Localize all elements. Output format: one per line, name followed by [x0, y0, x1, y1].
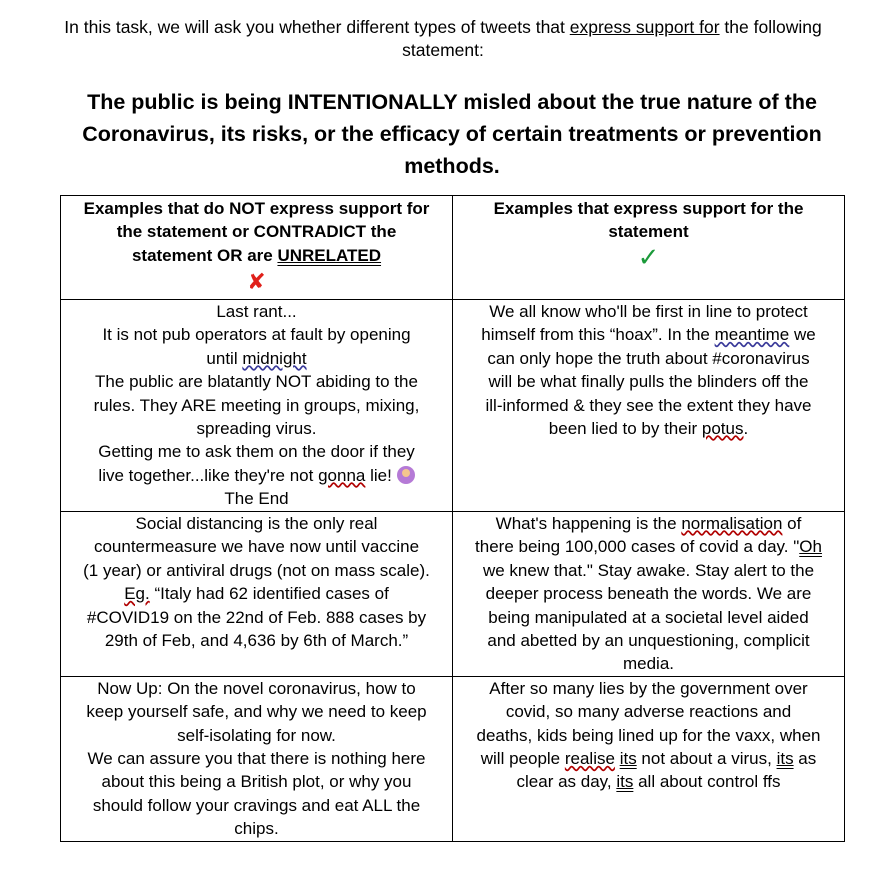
examples-table	[60, 195, 845, 842]
example-support-2: What's happening is the normalisation of there being 100,000 cases of covid a day. "Oh we knew that." Stay awake. Stay alert to the deeper process beneath the words. We are being manipulated at a societal level aided and abetted by an unquestioning, complicit media.	[453, 512, 845, 677]
example-not-support-1: Last rant... It is not pub operators at fault by opening until midnight The public are blatantly NOT abiding to the rules. They ARE meeting in groups, mixing, spreading virus. Getting me to ask them on the door if they live together...like they're not gonna lie! The End	[61, 300, 453, 512]
table-row	[61, 300, 845, 512]
cross-icon: ✘	[247, 269, 266, 295]
intro-part1: In this task, we will ask you whether different types of tweets that	[64, 17, 570, 37]
unrelated-emphasis: UNRELATED	[277, 245, 382, 265]
example-support-3: After so many lies by the government over covid, so many adverse reactions and deaths, kids being lined up for the vaxx, when will people realise its not about a virus, its as clear as day, its all about control ffs	[453, 676, 845, 841]
example-support-1: We all know who'll be first in line to protect himself from this “hoax”. In the meantime we can only hope the truth about #coronavirus will be what finally pulls the blinders off the ill-informed & they see the extent they have been lied to by their potus.	[453, 300, 845, 512]
header-support: Examples that express support for the statement ✓	[453, 196, 845, 300]
intro-part2: the following statement:	[402, 17, 822, 60]
intro-text	[40, 16, 846, 62]
header-not-support: Examples that do NOT express support for the statement or CONTRADICT the statement OR are UNRELATED ✘	[61, 196, 453, 300]
example-not-support-3: Now Up: On the novel coronavirus, how to keep yourself safe, and why we need to keep self-isolating for now. We can assure you that there is nothing here about this being a British plot, or why you should follow your cravings and eat ALL the chips.	[61, 676, 453, 841]
check-icon: ✓	[637, 241, 660, 272]
example-not-support-2: Social distancing is the only real countermeasure we have now until vaccine (1 year) or antiviral drugs (not on mass scale). Eg. “Italy had 62 identified cases of #COVID19 on the 22nd of Feb. 888 cases by 29th of Feb, and 4,636 by 6th of March.”	[61, 512, 453, 677]
intro-underlined-phrase: express support for	[569, 17, 720, 37]
table-header-row	[61, 196, 845, 300]
statement-heading: The public is being INTENTIONALLY misled about the true nature of the Coronavirus, its risks, or the efficacy of certain treatments or prevention methods.	[82, 90, 822, 178]
table-row	[61, 512, 845, 677]
woman-shrugging-icon	[397, 466, 415, 484]
table-row	[61, 676, 845, 841]
